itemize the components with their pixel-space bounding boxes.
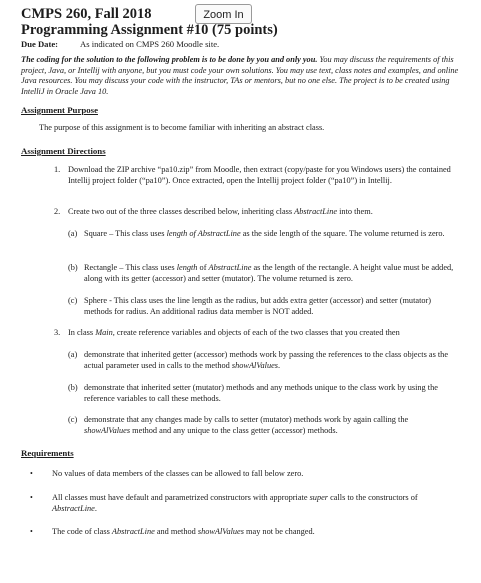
step-2-text: Create two out of the three classes described below, inheriting class AbstractLine into them. <box>68 207 373 216</box>
directions-heading: Assignment Directions <box>21 146 106 156</box>
step-3a-label: (a) <box>68 350 78 359</box>
requirement-1: No values of data members of the classes can be allowed to fall below zero. <box>52 469 304 478</box>
step-2-number: 2. <box>54 207 61 216</box>
bullet-icon: • <box>30 493 33 502</box>
requirement-3: The code of class AbstractLine and method showAlValues may not be changed. <box>52 527 315 536</box>
zoom-in-button[interactable]: Zoom In <box>195 4 252 24</box>
step-2c-text: Sphere - This class uses the line length as the radius, but adds extra getter (accessor) and setter (mutator) methods for radius. An additional radius data member is NOT added. <box>84 296 432 316</box>
requirements-heading: Requirements <box>21 448 74 458</box>
step-2b-label: (b) <box>68 263 78 272</box>
step-3-text: In class Main, create reference variables and objects of each of the two classes that you created then <box>68 328 400 337</box>
step-3c-label: (c) <box>68 415 78 424</box>
purpose-text: The purpose of this assignment is to become familiar with inheriting an abstract class. <box>39 123 325 132</box>
policy-italic-text: You may discuss the requirements of this project, Java, or Intellij with anyone, but you must code your own solutions. You may use text, class notes and examples, and online Java resources. You may discuss your code with the instructor, TAs or mentors, but no one else. <box>21 55 459 86</box>
step-3b-text: demonstrate that inherited setter (mutator) methods and any methods unique to the class work by using the reference variables to call these methods. <box>84 383 438 403</box>
step-2b-text: Rectangle – This class uses length of AbstractLine as the length of the rectangle. A height value must be added, along with its getter (accessor) and setter (mutator). The volume returned is zero. <box>84 263 454 283</box>
requirement-2: All classes must have default and parametrized constructors with appropriate super calls to the constructors of AbstractLine. <box>52 493 418 513</box>
step-1-text: Download the ZIP archive “pa10.zip” from Moodle, then extract (copy/paste for you Windows users) the contained Intellij project folder (“pa10”). Once extracted, open the Intellij project folder (“pa10”) in Intellij. <box>68 165 451 185</box>
course-title: CMPS 260, Fall 2018 <box>21 6 152 22</box>
step-2a-label: (a) <box>68 229 78 238</box>
step-3c-text: demonstrate that any changes made by calls to setter (mutator) methods work by again calling the showAlValues method and any unique to the class getter (accessor) methods. <box>84 415 409 435</box>
due-date-label: Due Date: <box>21 39 58 49</box>
bullet-icon: • <box>30 469 33 478</box>
policy-italic-tail: The project is to be created using IntelliJ in Oracle Java 10. <box>21 76 450 96</box>
due-date-line <box>21 39 220 50</box>
assignment-title: Programming Assignment #10 (75 points) <box>21 22 278 38</box>
step-2c-label: (c) <box>68 296 78 305</box>
step-3b-label: (b) <box>68 383 78 392</box>
step-3a-text: demonstrate that inherited getter (accessor) methods work by passing the references to the class objects as the actual parameter used in calls to the method showAlValues. <box>84 350 449 370</box>
step-1-number: 1. <box>54 165 61 174</box>
due-date-value: As indicated on CMPS 260 Moodle site. <box>80 39 220 49</box>
academic-policy-note <box>21 55 461 97</box>
step-2a-text: Square – This class uses length of AbstractLine as the side length of the square. The volume returned is zero. <box>84 229 445 238</box>
purpose-heading: Assignment Purpose <box>21 105 98 115</box>
bullet-icon: • <box>30 527 33 536</box>
policy-bold-lead: The coding for the solution to the following problem is to be done by you and only you. <box>21 55 318 64</box>
step-3-number: 3. <box>54 328 61 337</box>
